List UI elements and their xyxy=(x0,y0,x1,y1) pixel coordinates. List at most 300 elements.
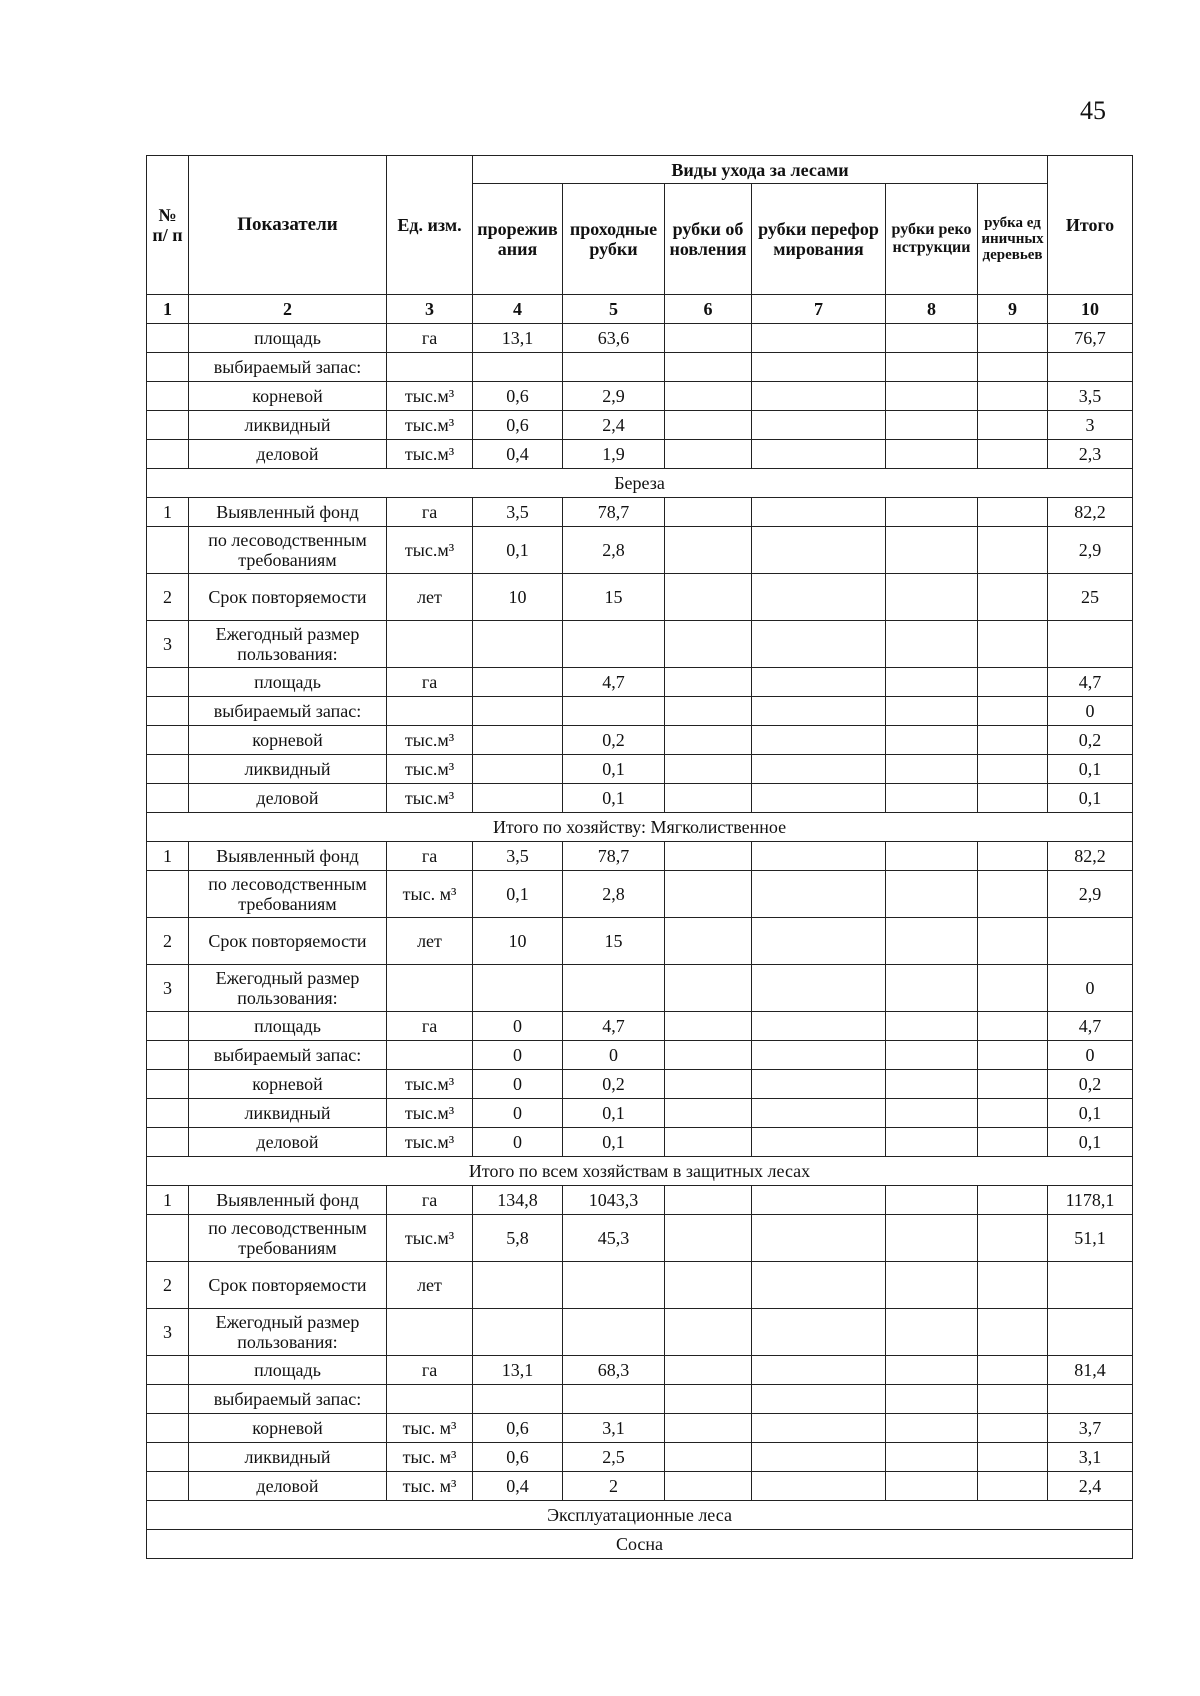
reformation-cutting-value xyxy=(752,1012,886,1041)
table-row xyxy=(147,411,1133,440)
renewal-cutting-value xyxy=(665,1128,752,1157)
single-tree-cutting-value xyxy=(978,871,1048,918)
total-value: 25 xyxy=(1048,574,1133,621)
reformation-cutting-value xyxy=(752,1099,886,1128)
renewal-cutting-value xyxy=(665,1215,752,1262)
indicator-name: выбираемый запас: xyxy=(189,1041,387,1070)
total-value: 0 xyxy=(1048,965,1133,1012)
reconstruction-cutting-value xyxy=(886,1099,978,1128)
reconstruction-cutting-value xyxy=(886,1309,978,1356)
col-number: 6 xyxy=(665,295,752,324)
table-row xyxy=(147,918,1133,965)
header-col-7: рубки переформирования xyxy=(752,184,886,295)
passage-cutting-value: 0,1 xyxy=(563,755,665,784)
passage-cutting-value xyxy=(563,697,665,726)
col-number: 2 xyxy=(189,295,387,324)
row-number xyxy=(147,1385,189,1414)
row-number: 3 xyxy=(147,965,189,1012)
unit-cell: тыс.м³ xyxy=(387,527,473,574)
table-row xyxy=(147,1414,1133,1443)
row-number xyxy=(147,1414,189,1443)
row-number: 1 xyxy=(147,842,189,871)
renewal-cutting-value xyxy=(665,965,752,1012)
header-unit: Ед. изм. xyxy=(387,156,473,295)
unit-cell: лет xyxy=(387,918,473,965)
single-tree-cutting-value xyxy=(978,1041,1048,1070)
forest-care-table xyxy=(146,155,1133,1559)
total-value: 3 xyxy=(1048,411,1133,440)
thinning-value: 0,6 xyxy=(473,411,563,440)
reconstruction-cutting-value xyxy=(886,353,978,382)
total-value: 0,2 xyxy=(1048,1070,1133,1099)
row-number xyxy=(147,871,189,918)
indicator-name: выбираемый запас: xyxy=(189,697,387,726)
total-value: 2,9 xyxy=(1048,871,1133,918)
passage-cutting-value: 0,1 xyxy=(563,784,665,813)
row-number xyxy=(147,726,189,755)
renewal-cutting-value xyxy=(665,498,752,527)
thinning-value: 0,4 xyxy=(473,440,563,469)
reconstruction-cutting-value xyxy=(886,1215,978,1262)
single-tree-cutting-value xyxy=(978,755,1048,784)
indicator-name: деловой xyxy=(189,1128,387,1157)
row-number: 2 xyxy=(147,918,189,965)
indicator-name: Срок повторяемости xyxy=(189,918,387,965)
thinning-value: 0 xyxy=(473,1070,563,1099)
thinning-value xyxy=(473,1385,563,1414)
single-tree-cutting-value xyxy=(978,324,1048,353)
passage-cutting-value: 15 xyxy=(563,918,665,965)
unit-cell: тыс.м³ xyxy=(387,1099,473,1128)
section-label: Сосна xyxy=(147,1530,1133,1559)
indicator-name: корневой xyxy=(189,1414,387,1443)
renewal-cutting-value xyxy=(665,382,752,411)
table-body xyxy=(147,324,1133,1559)
table-row xyxy=(147,697,1133,726)
table-row xyxy=(147,324,1133,353)
col-number: 7 xyxy=(752,295,886,324)
table-row xyxy=(147,1041,1133,1070)
table-row xyxy=(147,871,1133,918)
single-tree-cutting-value xyxy=(978,668,1048,697)
passage-cutting-value xyxy=(563,1262,665,1309)
thinning-value: 0,1 xyxy=(473,871,563,918)
table-row xyxy=(147,498,1133,527)
total-value: 2,9 xyxy=(1048,527,1133,574)
unit-cell: лет xyxy=(387,1262,473,1309)
thinning-value: 3,5 xyxy=(473,498,563,527)
passage-cutting-value: 0 xyxy=(563,1041,665,1070)
renewal-cutting-value xyxy=(665,871,752,918)
total-value xyxy=(1048,621,1133,668)
unit-cell: га xyxy=(387,668,473,697)
indicator-name: выбираемый запас: xyxy=(189,1385,387,1414)
single-tree-cutting-value xyxy=(978,1472,1048,1501)
renewal-cutting-value xyxy=(665,324,752,353)
passage-cutting-value: 0,2 xyxy=(563,1070,665,1099)
table-row xyxy=(147,1309,1133,1356)
header-total: Итого xyxy=(1048,156,1133,295)
passage-cutting-value: 4,7 xyxy=(563,668,665,697)
col-number: 10 xyxy=(1048,295,1133,324)
reconstruction-cutting-value xyxy=(886,1070,978,1099)
indicator-name: Срок повторяемости xyxy=(189,574,387,621)
unit-cell: тыс.м³ xyxy=(387,382,473,411)
total-value: 4,7 xyxy=(1048,1012,1133,1041)
renewal-cutting-value xyxy=(665,842,752,871)
total-value xyxy=(1048,1262,1133,1309)
single-tree-cutting-value xyxy=(978,1012,1048,1041)
reconstruction-cutting-value xyxy=(886,1262,978,1309)
reconstruction-cutting-value xyxy=(886,1472,978,1501)
total-value: 3,5 xyxy=(1048,382,1133,411)
row-number xyxy=(147,527,189,574)
unit-cell: тыс. м³ xyxy=(387,1414,473,1443)
total-value xyxy=(1048,353,1133,382)
reconstruction-cutting-value xyxy=(886,1041,978,1070)
unit-cell: га xyxy=(387,1356,473,1385)
thinning-value xyxy=(473,621,563,668)
reconstruction-cutting-value xyxy=(886,784,978,813)
thinning-value: 0,6 xyxy=(473,382,563,411)
single-tree-cutting-value xyxy=(978,1186,1048,1215)
total-value: 3,1 xyxy=(1048,1443,1133,1472)
unit-cell: тыс.м³ xyxy=(387,755,473,784)
unit-cell xyxy=(387,965,473,1012)
unit-cell: га xyxy=(387,1012,473,1041)
reformation-cutting-value xyxy=(752,726,886,755)
indicator-name: ликвидный xyxy=(189,1099,387,1128)
reformation-cutting-value xyxy=(752,411,886,440)
row-number xyxy=(147,353,189,382)
total-value xyxy=(1048,1385,1133,1414)
single-tree-cutting-value xyxy=(978,1414,1048,1443)
renewal-cutting-value xyxy=(665,411,752,440)
renewal-cutting-value xyxy=(665,574,752,621)
reformation-cutting-value xyxy=(752,498,886,527)
indicator-name: Выявленный фонд xyxy=(189,498,387,527)
header-col-6: рубки обновления xyxy=(665,184,752,295)
total-value: 51,1 xyxy=(1048,1215,1133,1262)
row-number xyxy=(147,1356,189,1385)
single-tree-cutting-value xyxy=(978,440,1048,469)
unit-cell: тыс.м³ xyxy=(387,1070,473,1099)
indicator-name: площадь xyxy=(189,1012,387,1041)
reformation-cutting-value xyxy=(752,1414,886,1443)
renewal-cutting-value xyxy=(665,1041,752,1070)
reformation-cutting-value xyxy=(752,755,886,784)
indicator-name: корневой xyxy=(189,382,387,411)
total-value: 82,2 xyxy=(1048,842,1133,871)
renewal-cutting-value xyxy=(665,353,752,382)
total-value: 3,7 xyxy=(1048,1414,1133,1443)
section-row xyxy=(147,1157,1133,1186)
table-row xyxy=(147,726,1133,755)
reformation-cutting-value xyxy=(752,1070,886,1099)
thinning-value: 0,6 xyxy=(473,1414,563,1443)
table-row xyxy=(147,440,1133,469)
indicator-name: Срок повторяемости xyxy=(189,1262,387,1309)
reconstruction-cutting-value xyxy=(886,1186,978,1215)
single-tree-cutting-value xyxy=(978,1309,1048,1356)
renewal-cutting-value xyxy=(665,697,752,726)
renewal-cutting-value xyxy=(665,527,752,574)
reconstruction-cutting-value xyxy=(886,1356,978,1385)
unit-cell: га xyxy=(387,498,473,527)
header-num: № п/ п xyxy=(147,156,189,295)
reformation-cutting-value xyxy=(752,621,886,668)
renewal-cutting-value xyxy=(665,1309,752,1356)
col-number: 5 xyxy=(563,295,665,324)
passage-cutting-value: 63,6 xyxy=(563,324,665,353)
table-row xyxy=(147,755,1133,784)
renewal-cutting-value xyxy=(665,1356,752,1385)
reformation-cutting-value xyxy=(752,1443,886,1472)
indicator-name: ликвидный xyxy=(189,411,387,440)
reconstruction-cutting-value xyxy=(886,1128,978,1157)
total-value: 0,1 xyxy=(1048,784,1133,813)
thinning-value: 0,4 xyxy=(473,1472,563,1501)
table-row xyxy=(147,1099,1133,1128)
renewal-cutting-value xyxy=(665,784,752,813)
single-tree-cutting-value xyxy=(978,353,1048,382)
single-tree-cutting-value xyxy=(978,1128,1048,1157)
header-number-row xyxy=(147,295,1133,324)
table-row xyxy=(147,527,1133,574)
indicator-name: по лесоводственным требованиям xyxy=(189,1215,387,1262)
passage-cutting-value: 2,8 xyxy=(563,527,665,574)
thinning-value: 0,1 xyxy=(473,527,563,574)
indicator-name: по лесоводственным требованиям xyxy=(189,527,387,574)
unit-cell: тыс.м³ xyxy=(387,726,473,755)
passage-cutting-value: 15 xyxy=(563,574,665,621)
row-number: 2 xyxy=(147,574,189,621)
row-number xyxy=(147,755,189,784)
thinning-value: 134,8 xyxy=(473,1186,563,1215)
reconstruction-cutting-value xyxy=(886,918,978,965)
reformation-cutting-value xyxy=(752,784,886,813)
reformation-cutting-value xyxy=(752,1186,886,1215)
unit-cell: га xyxy=(387,324,473,353)
renewal-cutting-value xyxy=(665,1443,752,1472)
thinning-value: 0,6 xyxy=(473,1443,563,1472)
total-value: 0,1 xyxy=(1048,1128,1133,1157)
reconstruction-cutting-value xyxy=(886,1385,978,1414)
row-number xyxy=(147,382,189,411)
single-tree-cutting-value xyxy=(978,1215,1048,1262)
thinning-value: 13,1 xyxy=(473,324,563,353)
table-row xyxy=(147,1385,1133,1414)
table-row xyxy=(147,668,1133,697)
unit-cell: тыс. м³ xyxy=(387,1443,473,1472)
reformation-cutting-value xyxy=(752,382,886,411)
table-row xyxy=(147,1262,1133,1309)
thinning-value: 0 xyxy=(473,1041,563,1070)
unit-cell: тыс.м³ xyxy=(387,411,473,440)
table-row xyxy=(147,1443,1133,1472)
passage-cutting-value: 0,1 xyxy=(563,1128,665,1157)
single-tree-cutting-value xyxy=(978,498,1048,527)
single-tree-cutting-value xyxy=(978,784,1048,813)
total-value: 2,4 xyxy=(1048,1472,1133,1501)
single-tree-cutting-value xyxy=(978,1356,1048,1385)
table-row xyxy=(147,1356,1133,1385)
unit-cell: га xyxy=(387,842,473,871)
table-row xyxy=(147,1128,1133,1157)
reformation-cutting-value xyxy=(752,1356,886,1385)
indicator-name: Выявленный фонд xyxy=(189,842,387,871)
renewal-cutting-value xyxy=(665,1385,752,1414)
total-value: 81,4 xyxy=(1048,1356,1133,1385)
reconstruction-cutting-value xyxy=(886,755,978,784)
unit-cell: тыс.м³ xyxy=(387,1215,473,1262)
single-tree-cutting-value xyxy=(978,726,1048,755)
passage-cutting-value: 4,7 xyxy=(563,1012,665,1041)
single-tree-cutting-value xyxy=(978,527,1048,574)
row-number xyxy=(147,1099,189,1128)
single-tree-cutting-value xyxy=(978,382,1048,411)
single-tree-cutting-value xyxy=(978,697,1048,726)
reconstruction-cutting-value xyxy=(886,1012,978,1041)
header-col-9: рубка единичных деревьев xyxy=(978,184,1048,295)
col-number: 4 xyxy=(473,295,563,324)
total-value: 76,7 xyxy=(1048,324,1133,353)
indicator-name: Выявленный фонд xyxy=(189,1186,387,1215)
indicator-name: Ежегодный размер пользования: xyxy=(189,1309,387,1356)
table-row xyxy=(147,574,1133,621)
total-value: 0,1 xyxy=(1048,1099,1133,1128)
single-tree-cutting-value xyxy=(978,1385,1048,1414)
reformation-cutting-value xyxy=(752,965,886,1012)
total-value: 4,7 xyxy=(1048,668,1133,697)
thinning-value xyxy=(473,353,563,382)
passage-cutting-value xyxy=(563,621,665,668)
unit-cell: тыс.м³ xyxy=(387,784,473,813)
single-tree-cutting-value xyxy=(978,1262,1048,1309)
section-row xyxy=(147,1530,1133,1559)
renewal-cutting-value xyxy=(665,440,752,469)
col-number: 8 xyxy=(886,295,978,324)
unit-cell: тыс. м³ xyxy=(387,1472,473,1501)
reconstruction-cutting-value xyxy=(886,842,978,871)
reformation-cutting-value xyxy=(752,1472,886,1501)
single-tree-cutting-value xyxy=(978,621,1048,668)
renewal-cutting-value xyxy=(665,1472,752,1501)
reconstruction-cutting-value xyxy=(886,1443,978,1472)
reformation-cutting-value xyxy=(752,527,886,574)
single-tree-cutting-value xyxy=(978,1443,1048,1472)
indicator-name: Ежегодный размер пользования: xyxy=(189,965,387,1012)
header-col-8: рубки реконструкции xyxy=(886,184,978,295)
header-col-4: прореживания xyxy=(473,184,563,295)
single-tree-cutting-value xyxy=(978,1099,1048,1128)
reformation-cutting-value xyxy=(752,697,886,726)
passage-cutting-value xyxy=(563,1385,665,1414)
passage-cutting-value: 1043,3 xyxy=(563,1186,665,1215)
row-number xyxy=(147,1443,189,1472)
renewal-cutting-value xyxy=(665,1012,752,1041)
total-value: 0 xyxy=(1048,1041,1133,1070)
passage-cutting-value: 2,4 xyxy=(563,411,665,440)
reconstruction-cutting-value xyxy=(886,621,978,668)
reconstruction-cutting-value xyxy=(886,965,978,1012)
row-number xyxy=(147,1070,189,1099)
row-number xyxy=(147,697,189,726)
unit-cell: тыс.м³ xyxy=(387,440,473,469)
reconstruction-cutting-value xyxy=(886,697,978,726)
page-number: 45 xyxy=(1080,96,1106,125)
unit-cell: тыс.м³ xyxy=(387,1128,473,1157)
indicator-name: ликвидный xyxy=(189,1443,387,1472)
thinning-value: 0 xyxy=(473,1128,563,1157)
renewal-cutting-value xyxy=(665,755,752,784)
passage-cutting-value: 45,3 xyxy=(563,1215,665,1262)
col-number: 1 xyxy=(147,295,189,324)
indicator-name: Ежегодный размер пользования: xyxy=(189,621,387,668)
unit-cell xyxy=(387,1309,473,1356)
unit-cell xyxy=(387,621,473,668)
total-value: 1178,1 xyxy=(1048,1186,1133,1215)
table-row xyxy=(147,1186,1133,1215)
indicator-name: корневой xyxy=(189,1070,387,1099)
thinning-value: 0 xyxy=(473,1012,563,1041)
row-number xyxy=(147,1215,189,1262)
total-value: 0,2 xyxy=(1048,726,1133,755)
row-number xyxy=(147,324,189,353)
renewal-cutting-value xyxy=(665,621,752,668)
reconstruction-cutting-value xyxy=(886,411,978,440)
passage-cutting-value: 2,8 xyxy=(563,871,665,918)
table-row xyxy=(147,965,1133,1012)
section-row xyxy=(147,1501,1133,1530)
section-row xyxy=(147,469,1133,498)
thinning-value xyxy=(473,784,563,813)
unit-cell xyxy=(387,1041,473,1070)
row-number xyxy=(147,1472,189,1501)
thinning-value xyxy=(473,1262,563,1309)
passage-cutting-value: 0,2 xyxy=(563,726,665,755)
reformation-cutting-value xyxy=(752,1128,886,1157)
indicator-name: деловой xyxy=(189,440,387,469)
reformation-cutting-value xyxy=(752,918,886,965)
unit-cell xyxy=(387,697,473,726)
reformation-cutting-value xyxy=(752,353,886,382)
passage-cutting-value xyxy=(563,965,665,1012)
single-tree-cutting-value xyxy=(978,965,1048,1012)
total-value: 0,1 xyxy=(1048,755,1133,784)
table-row xyxy=(147,1070,1133,1099)
row-number: 3 xyxy=(147,1309,189,1356)
renewal-cutting-value xyxy=(665,1262,752,1309)
row-number xyxy=(147,1041,189,1070)
reconstruction-cutting-value xyxy=(886,324,978,353)
thinning-value: 5,8 xyxy=(473,1215,563,1262)
thinning-value: 10 xyxy=(473,918,563,965)
reconstruction-cutting-value xyxy=(886,1414,978,1443)
table-row xyxy=(147,784,1133,813)
total-value xyxy=(1048,1309,1133,1356)
table-row xyxy=(147,1215,1133,1262)
indicator-name: площадь xyxy=(189,324,387,353)
header-group-title: Виды ухода за лесами xyxy=(473,156,1048,184)
passage-cutting-value xyxy=(563,1309,665,1356)
reformation-cutting-value xyxy=(752,842,886,871)
row-number xyxy=(147,668,189,697)
thinning-value xyxy=(473,755,563,784)
passage-cutting-value: 68,3 xyxy=(563,1356,665,1385)
reconstruction-cutting-value xyxy=(886,498,978,527)
reformation-cutting-value xyxy=(752,440,886,469)
